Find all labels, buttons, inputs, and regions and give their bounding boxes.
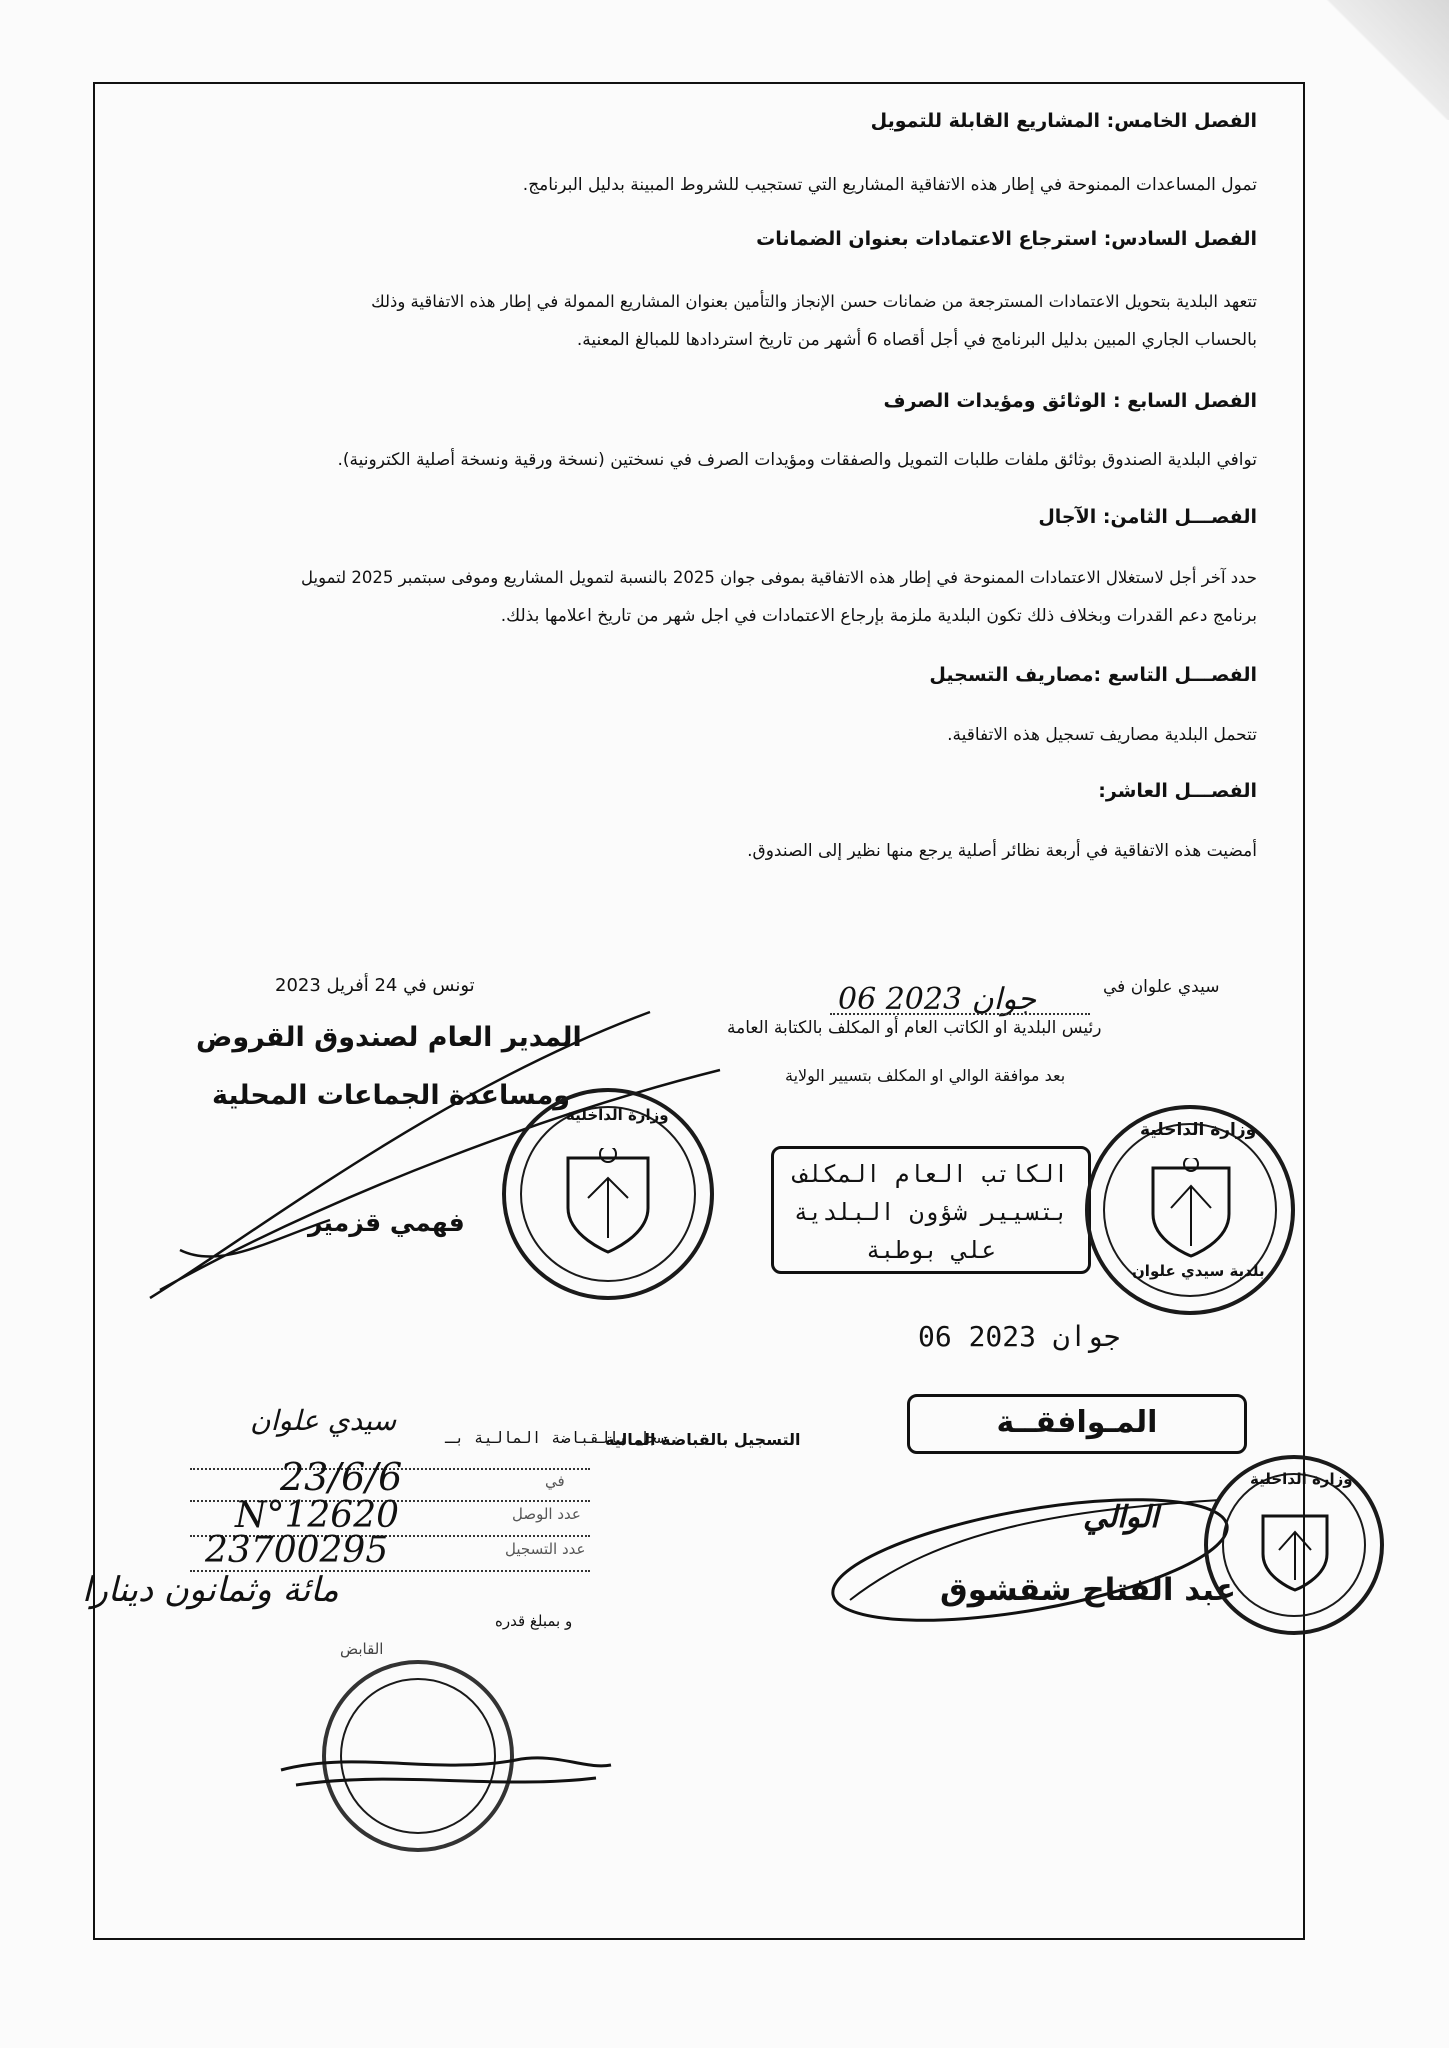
emblem-icon — [560, 1148, 656, 1258]
registration-label: التسجيل بالقباضة المالية — [605, 1430, 801, 1449]
section-8-text — [177, 558, 1257, 636]
secretary-box-stamp — [771, 1146, 1091, 1274]
registration-stamp-header: سجل بالقباضة المالية بـ — [445, 1428, 667, 1447]
right-date-dots — [830, 1013, 1090, 1015]
section-10-text — [177, 832, 1257, 871]
governor-signature — [820, 1470, 1240, 1650]
section-6-line-1: تتعهد البلدية بتحويل الاعتمادات المسترجعة من ضمانات حسن الإنجاز والتأمين بعنوان المشاريع الممولة في إطار هذه الاتفاقية وذلك — [371, 292, 1257, 311]
right-stamp-top-text: وزارة الداخلية — [1140, 1120, 1257, 1140]
registration-row-value-1: 23/6/6 — [280, 1455, 403, 1499]
section-10-heading: الفصـــل العاشر: — [1098, 780, 1257, 802]
section-7-line-1: توافي البلدية الصندوق بوثائق ملفات طلبات التمويل والصفقات ومؤيدات الصرف في نسختين (نسخة ورقية ونسخة أصلية الكترونية). — [337, 450, 1257, 470]
section-6-line-2: بالحساب الجاري المبين بدليل البرنامج في أجل أقصاه 6 أشهر من تاريخ استردادها للمبالغ المعنية. — [576, 330, 1257, 350]
governor-label: الوالي — [1083, 1500, 1159, 1535]
registration-office-value: سيدي علوان — [250, 1404, 397, 1437]
section-7-heading: الفصل السابع : الوثائق ومؤيدات الصرف — [883, 390, 1257, 412]
section-8-line-1: حدد آخر أجل لاستغلال الاعتمادات الممنوحة في إطار هذه الاتفاقية بموفى جوان 2025 بالنسبة لتمويل المشاريع وموفى سبتمبر 2025 لتمويل — [301, 568, 1257, 587]
registration-signature — [276, 1730, 616, 1800]
right-stamp-bottom-text: بلدية سيدي علوان — [1132, 1262, 1265, 1280]
section-10-line-1: أمضيت هذه الاتفاقية في أربعة نظائر أصلية يرجع منها نظير إلى الصندوق. — [747, 841, 1257, 861]
emblem-icon — [1257, 1508, 1333, 1594]
left-name: فهمي قزمير — [308, 1208, 465, 1237]
right-date-handwritten: 06 جوان 2023 — [838, 982, 1037, 1017]
box-stamp-line-2: بتسيير شؤون البلدية — [793, 1198, 1069, 1226]
box-stamp-line-3: علي بوطبة — [865, 1236, 997, 1264]
left-place-date: تونس في 24 أفريل 2023 — [275, 975, 475, 996]
registration-row-label-3: عدد التسجيل — [505, 1540, 586, 1558]
section-8-line-2: برنامج دعم القدرات وبخلاف ذلك تكون البلدية ملزمة بإرجاع الاعتمادات في اجل شهر من تاريخ اعلامها بذلك. — [500, 606, 1257, 626]
approval-stamp: المـوافقــة — [907, 1394, 1247, 1454]
right-role-line-2: بعد موافقة الوالي او المكلف بتسيير الولاية — [785, 1066, 1066, 1085]
box-stamp-line-1: الكاتب العام المكلف — [793, 1160, 1069, 1188]
left-title-line-2: ومساعدة الجماعات المحلية — [212, 1080, 571, 1111]
left-title-line-1: المدير العام لصندوق القروض — [196, 1022, 582, 1053]
section-5-text — [177, 166, 1257, 205]
section-9-line-1: تتحمل البلدية مصاريف تسجيل هذه الاتفاقية. — [947, 725, 1257, 745]
emblem-icon — [1145, 1158, 1237, 1262]
section-7-text — [177, 441, 1257, 480]
registration-row-label-1: في — [545, 1472, 565, 1490]
governor-stamp-text: وزارة الداخلية — [1250, 1470, 1353, 1488]
section-5-heading: الفصل الخامس: المشاريع القابلة للتمويل — [870, 110, 1257, 132]
registration-row-label-2: عدد الوصل — [512, 1505, 581, 1523]
registration-row-label-4: و بمبلغ قدره — [495, 1612, 573, 1630]
right-role-line-1: رئيس البلدية او الكاتب العام أو المكلف بالكتابة العامة — [727, 1018, 1102, 1038]
approval-date-stamp: 06 جوان 2023 — [918, 1320, 1121, 1353]
governor-name: عبد الفتاح شقشوق — [940, 1572, 1237, 1608]
section-6-text — [177, 282, 1257, 360]
section-9-text — [177, 716, 1257, 755]
section-5-line-1: تمول المساعدات الممنوحة في إطار هذه الاتفاقية المشاريع التي تستجيب للشروط المبينة بدليل البرنامج. — [522, 175, 1257, 195]
registration-row-value-2: N°12620 — [235, 1495, 400, 1536]
registration-row-value-4: مائة وثمانون دينارا — [82, 1570, 339, 1610]
section-6-heading: الفصل السادس: استرجاع الاعتمادات بعنوان الضمانات — [756, 228, 1257, 250]
left-stamp-text: وزارة الداخلية — [566, 1106, 669, 1124]
registration-row-value-3: 23700295 — [205, 1530, 389, 1571]
registration-footer: القابض — [340, 1640, 384, 1658]
right-place: سيدي علوان في — [1103, 977, 1220, 997]
section-8-heading: الفصـــل الثامن: الآجال — [1038, 506, 1257, 528]
section-9-heading: الفصـــل التاسع :مصاريف التسجيل — [929, 664, 1257, 686]
